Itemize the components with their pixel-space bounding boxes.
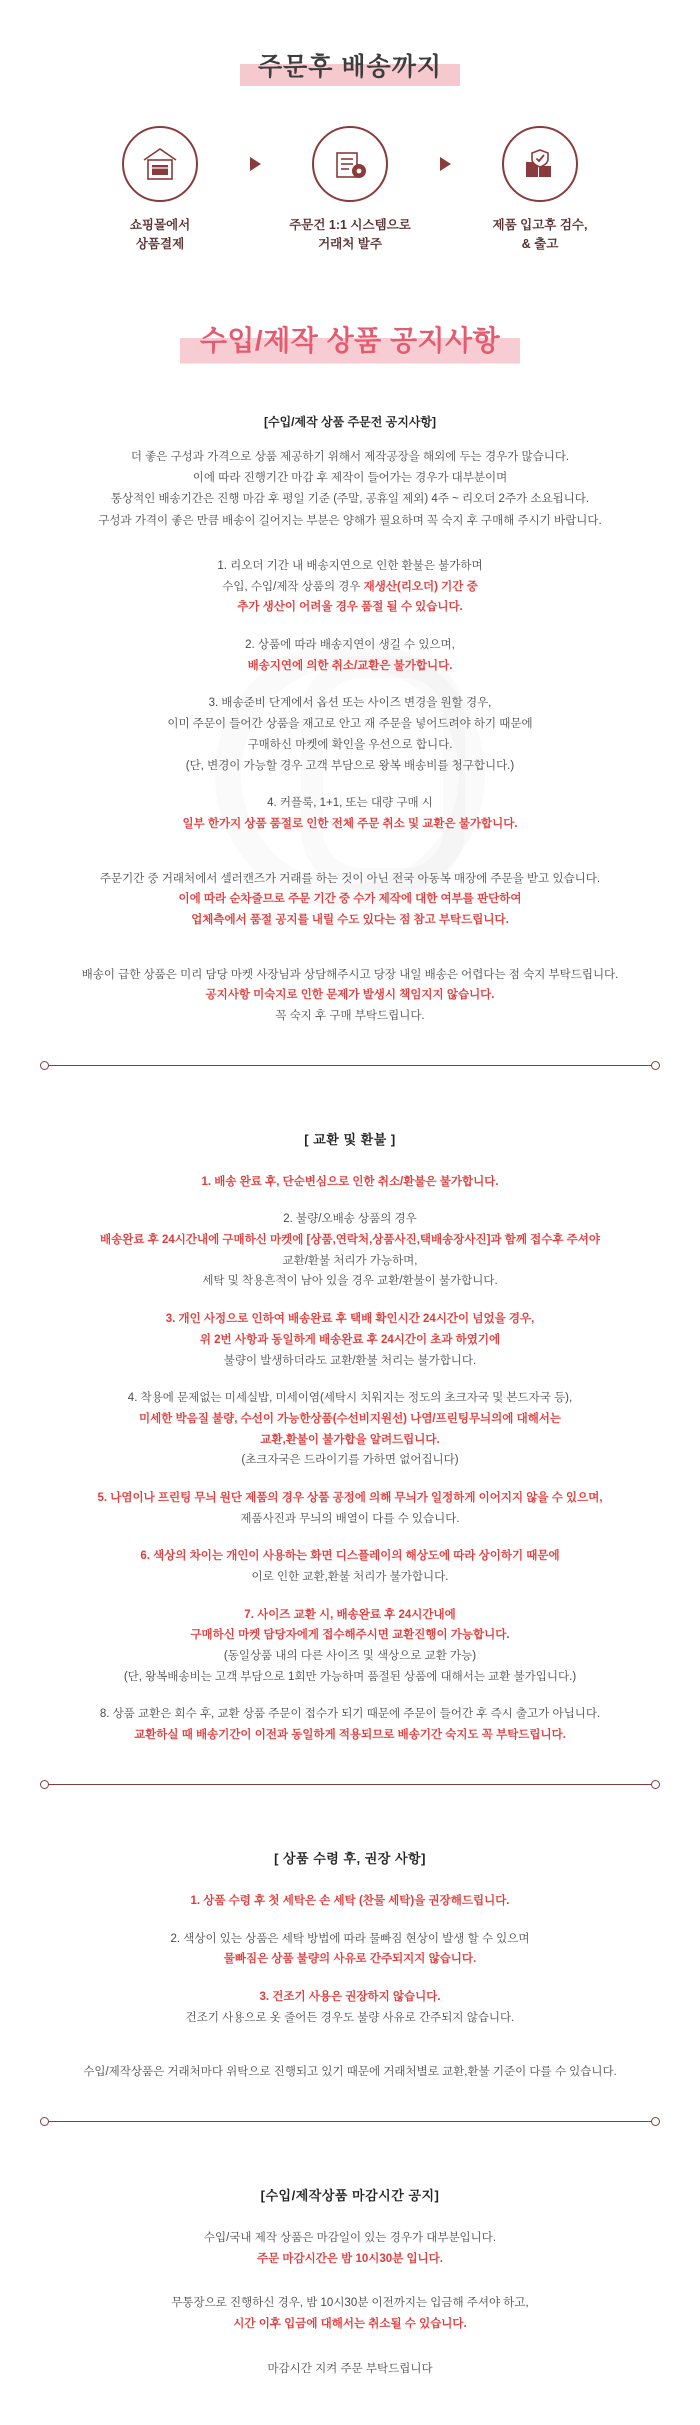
care-item-3: [0, 1987, 700, 2028]
step-3-label-line2: & 출고: [521, 237, 559, 252]
divider-1: [40, 1061, 660, 1071]
exchange-item-3-line2: 위 2번 사항과 동일하게 배송완료 후 24시간이 초과 하였기에: [199, 1333, 501, 1346]
exchange-item-2: [0, 1209, 700, 1292]
care-item-1-line1: 1. 상품 수령 후 첫 세탁은 손 세탁 (찬물 세탁)을 권장해드립니다.: [190, 1894, 510, 1907]
exchange-item-2-line1: 2. 불량/오배송 상품의 경우: [283, 1213, 417, 1226]
step-3-label-line1: 제품 입고후 검수,: [492, 218, 588, 232]
notice-item-1: [0, 556, 700, 618]
notice-item-1-line2-pre: 수입, 수입/제작 상품의 경우: [222, 580, 364, 593]
process-steps: [0, 126, 700, 255]
step-1: [85, 126, 235, 255]
care-item-1: [0, 1891, 700, 1912]
inspection-shipping-icon: [502, 126, 578, 202]
care-item-2-line1: 2. 색상이 있는 상품은 세탁 방법에 따라 물빠짐 현상이 발생 할 수 있으며: [170, 1932, 530, 1945]
exchange-item-4-line2: 미세한 박음질 불량, 수선이 가능한상품(수선비지원선) 나염/프린팅무늬의에 대해서는: [138, 1412, 562, 1425]
section-heading: 수입/제작 상품 공지사항: [180, 317, 520, 365]
notice-item-1-line2-red: 재생산(리오더) 기간 중: [363, 580, 478, 593]
exchange-item-4: [0, 1388, 700, 1471]
page-title: 주문후 배송까지: [240, 44, 460, 88]
exchange-item-1-line1: 1. 배송 완료 후, 단순변심으로 인한 취소/환불은 불가합니다.: [201, 1175, 499, 1188]
notice-item-3-line3: 구매하신 마켓에 확인을 우선으로 합니다.: [247, 738, 453, 751]
exchange-item-8-line2: 교환하실 때 배송기간이 이전과 동일하게 적용되므로 배송기간 숙지도 꼭 부탁드립니다.: [134, 1729, 566, 1742]
step-2-label: [275, 216, 425, 255]
intro-line-3: 통상적인 배송기간은 진행 마감 후 평일 기준 (주말, 공휴일 제외) 4주 ~ 리오더 2주가 소요됩니다.: [110, 493, 590, 506]
divider-3: [40, 2117, 660, 2127]
notice-item-4: [0, 793, 700, 834]
exchange-item-5-line1: 5. 나염이나 프린팅 무늬 원단 제품의 경우 상품 공정에 의해 무늬가 일정하게 이어지지 않을 수 있으며,: [97, 1491, 603, 1504]
exchange-item-6-line2: 이로 인한 교환,환불 처리가 불가합니다.: [251, 1571, 449, 1583]
deadline-block-2: [0, 2293, 700, 2334]
deadline-closing: 마감시간 지켜 주문 부탁드립니다: [267, 2362, 433, 2375]
one-to-one-system-icon: [312, 126, 388, 202]
step-2: [275, 126, 425, 255]
step-1-label-line1: 쇼핑몰에서: [129, 218, 191, 232]
exchange-item-3-line3: 불량이 발생하더라도 교환/환불 처리는 불가합니다.: [223, 1354, 477, 1367]
mid-paragraph-1-line3: 업체측에서 품절 공지를 내릴 수도 있다는 점 참고 부탁드립니다.: [191, 913, 509, 926]
divider-2: [40, 1780, 660, 1790]
exchange-heading: [ 교환 및 환불 ]: [304, 1131, 396, 1147]
arrow-right-icon: [235, 126, 275, 202]
deadline-line-2: 주문 마감시간은 밤 10시30분 입니다.: [257, 2252, 443, 2265]
exchange-item-7-line4: (단, 왕복배송비는 고객 부담으로 1회만 가능하며 품절된 상품에 대해서는 교환 불가입니다.): [123, 1670, 577, 1683]
intro-line-1: 더 좋은 구성과 가격으로 상품 제공하기 위해서 제작공장을 해외에 두는 경우가 많습니다.: [130, 450, 570, 463]
notice-item-2: [0, 635, 700, 676]
exchange-item-8: [0, 1704, 700, 1745]
exchange-item-7-line1: 7. 사이즈 교환 시, 배송완료 후 24시간내에: [244, 1608, 456, 1621]
step-1-label: [85, 216, 235, 255]
intro-title: [수입/제작 상품 주문전 공지사항]: [263, 414, 437, 429]
exchange-item-1: [0, 1172, 700, 1193]
arrow-right-icon-2: [425, 126, 465, 202]
exchange-item-8-line1: 8. 상품 교환은 회수 후, 교환 상품 주문이 접수가 되기 때문에 주문이 들어간 후 즉시 출고가 아닙니다.: [99, 1708, 601, 1721]
step-3: [465, 126, 615, 255]
mid-paragraph-2-line1: 배송이 급한 상품은 미리 담당 마켓 사장님과 상담해주시고 당장 내일 배송은 어렵다는 점 숙지 부탁드립니다.: [81, 968, 619, 981]
exchange-item-2-line3: 교환/환불 처리가 가능하며,: [282, 1254, 418, 1267]
exchange-item-6: [0, 1546, 700, 1587]
care-item-3-line2: 건조기 사용으로 옷 줄어든 경우도 불량 사유로 간주되지 않습니다.: [185, 2011, 515, 2024]
step-2-label-line1: 주문건 1:1 시스템으로: [289, 218, 411, 232]
deadline-heading: [수입/제작상품 마감시간 공지]: [260, 2187, 440, 2203]
exchange-item-3-line1: 3. 개인 사정으로 인하여 배송완료 후 택배 확인시간 24시간이 넘었을 경우,: [165, 1313, 535, 1326]
notice-item-2-line1: 2. 상품에 따라 배송지연이 생길 수 있으며,: [245, 639, 455, 652]
exchange-item-4-line3: 교환,환불이 불가합을 알려드립니다.: [260, 1433, 440, 1446]
exchange-item-7: [0, 1605, 700, 1688]
notice-item-1-line1: 1. 리오더 기간 내 배송지연으로 인한 환불은 불가하며: [217, 560, 483, 572]
exchange-item-4-line1: 4. 착용에 문제없는 미세실밥, 미세이염(세탁시 치워지는 정도의 초크자국 및 본드자국 등),: [127, 1392, 573, 1405]
intro-line-2: 이에 따라 진행기간 마감 후 제작이 들어가는 경우가 대부분이며: [192, 472, 508, 485]
deadline-line-1: 수입/국내 제작 상품은 마감일이 있는 경우가 대부분입니다.: [203, 2231, 497, 2244]
mid-paragraph-2: [0, 965, 700, 1027]
intro-line-4: 구성과 가격이 좋은 만큼 배송이 길어지는 부분은 양해가 필요하며 꼭 숙지 후 구매해 주시기 바랍니다.: [98, 514, 602, 527]
deadline-block-1: [0, 2228, 700, 2269]
notice-item-3: [0, 693, 700, 776]
mid-paragraph-1-line1: 주문기간 중 거래처에서 셀러캔즈가 거래를 하는 것이 아닌 전국 아동복 매장에 주문을 받고 있습니다.: [99, 872, 601, 885]
notice-item-4-line1: 4. 커플룩, 1+1, 또는 대량 구매 시: [267, 797, 433, 810]
care-item-2-line2: 물빠짐은 상품 불량의 사유로 간주되지지 않습니다.: [223, 1953, 477, 1966]
mid-paragraph-1: [0, 869, 700, 931]
exchange-item-5-line2: 제품사진과 무늬의 배열이 다를 수 있습니다.: [240, 1512, 460, 1525]
step-2-label-line2: 거래처 발주: [318, 237, 382, 252]
notice-item-3-line1: 3. 배송준비 단계에서 옵션 또는 사이즈 변경을 원할 경우,: [208, 697, 492, 710]
exchange-item-2-line4: 세탁 및 착용흔적이 남아 있을 경우 교환/환불이 불가합니다.: [202, 1275, 498, 1288]
notice-item-3-line2: 이미 주문이 들어간 상품을 재고로 안고 재 주문을 넣어드려야 하기 때문에: [167, 718, 533, 731]
exchange-item-3: [0, 1309, 700, 1371]
exchange-item-5: [0, 1488, 700, 1529]
intro-block: [0, 411, 700, 532]
step-1-label-line2: 상품결제: [135, 237, 185, 252]
section-heading-wrap: [0, 317, 700, 365]
care-item-2: [0, 1929, 700, 1970]
exchange-item-7-line3: (동일상품 내의 다른 사이즈 및 색상으로 교환 가능): [223, 1650, 477, 1663]
deadline2-line-2: 시간 이후 입금에 대해서는 취소될 수 있습니다.: [233, 2318, 467, 2330]
mid-paragraph-1-line2: 이에 따라 순차줄므로 주문 기간 중 수가 제작에 대한 여부를 판단하여: [178, 893, 522, 906]
top-banner: [0, 0, 700, 88]
exchange-item-7-line2: 구매하신 마켓 담당자에게 접수해주시면 교환진행이 가능합니다.: [190, 1629, 510, 1642]
notice-item-2-line2: 배송지연에 의한 취소/교환은 불가합니다.: [247, 659, 453, 672]
notice-item-1-line2: [44, 577, 656, 598]
exchange-item-2-line2: 배송완료 후 24시간내에 구매하신 마켓에 [상품,연락처,상품사진,택배송장사진]과 함께 접수후 주셔야: [100, 1234, 600, 1247]
care-heading: [ 상품 수령 후, 권장 사항]: [274, 1850, 426, 1866]
notice-item-1-line3: 추가 생산이 어려울 경우 품절 될 수 있습니다.: [237, 601, 463, 614]
mid-paragraph-2-line3: 꼭 숙지 후 구매 부탁드립니다.: [275, 1010, 425, 1022]
exchange-item-6-line1: 6. 색상의 차이는 개인이 사용하는 화면 디스플레이의 해상도에 따라 상이하기 때문에: [140, 1550, 560, 1563]
care-footer: 수입/제작상품은 거래처마다 위탁으로 진행되고 있기 때문에 거래처별로 교환,환불 기준이 다를 수 있습니다.: [83, 2066, 617, 2079]
deadline2-line-1: 무통장으로 진행하신 경우, 밤 10시30분 이전까지는 입금해 주셔야 하고,: [171, 2297, 529, 2310]
care-item-3-line1: 3. 건조기 사용은 권장하지 않습니다.: [259, 1990, 441, 2003]
shop-payment-icon: [122, 126, 198, 202]
mid-paragraph-2-line2: 공지사항 미숙지로 인한 문제가 발생시 책임지지 않습니다.: [205, 989, 495, 1002]
exchange-item-4-line4: (초크자국은 드라이기를 가하면 없어집니다): [241, 1454, 459, 1467]
notice-item-3-line4: (단, 변경이 가능할 경우 고객 부담으로 왕복 배송비를 청구합니다.): [185, 759, 515, 772]
notice-item-4-line2: 일부 한가지 상품 품절로 인한 전체 주문 취소 및 교환은 불가합니다.: [182, 817, 518, 830]
step-3-label: [465, 216, 615, 255]
